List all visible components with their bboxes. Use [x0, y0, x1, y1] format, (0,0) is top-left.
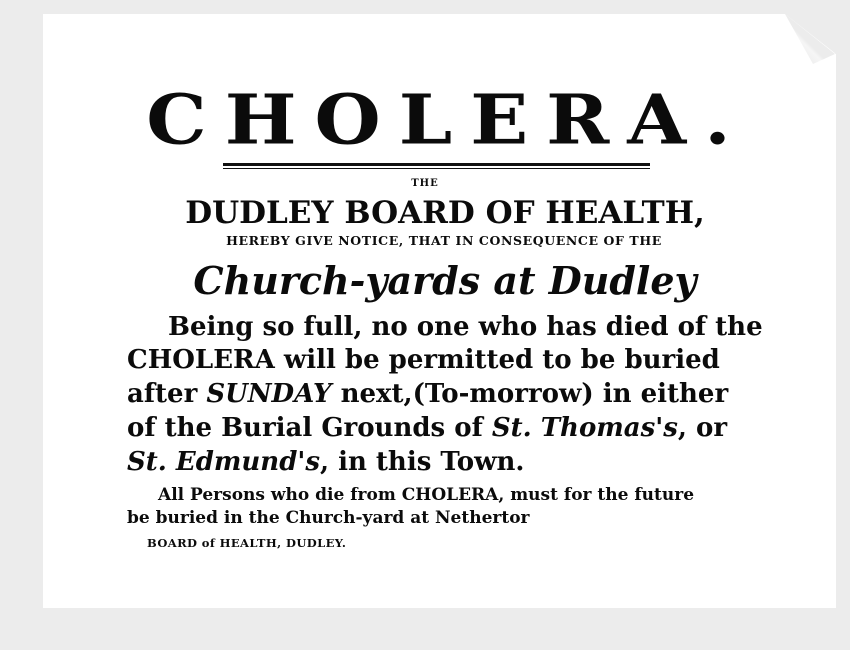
poster-title: CHOLERA.	[146, 79, 749, 160]
body-line-2: CHOLERA will be permitted to be buried	[127, 345, 720, 375]
signature: BOARD of HEALTH, DUDLEY.	[147, 536, 347, 550]
sunday-text: SUNDAY	[206, 379, 332, 409]
body-text: , or	[677, 413, 728, 443]
body-text: after	[127, 379, 207, 409]
body-line-3	[127, 377, 728, 411]
footer-line-1: All Persons who die from CHOLERA, must for the future	[158, 485, 695, 505]
title-rule-thick	[223, 163, 650, 166]
notice-line: HEREBY GIVE NOTICE, THAT IN CONSEQUENCE OF THE	[226, 233, 662, 248]
body-text: , in this Town.	[319, 447, 525, 477]
the-label: THE	[411, 178, 439, 189]
body-line-1: Being so full, no one who has died of the	[168, 312, 763, 342]
st-edmund-text: St. Edmund's	[127, 447, 320, 477]
st-thomas-text: St. Thomas's	[491, 413, 678, 443]
body-text: next,(To-morrow) in either	[331, 379, 729, 409]
body-line-4	[127, 411, 727, 445]
footer-line-2: be buried in the Church-yard at Nethertor	[127, 508, 530, 528]
board-heading: DUDLEY BOARD OF HEALTH,	[185, 195, 705, 231]
body-line-5	[127, 445, 524, 479]
churchyards-heading: Church-yards at Dudley	[193, 258, 697, 303]
body-text: of the Burial Grounds of	[127, 413, 492, 443]
title-rule-thin	[223, 168, 650, 169]
